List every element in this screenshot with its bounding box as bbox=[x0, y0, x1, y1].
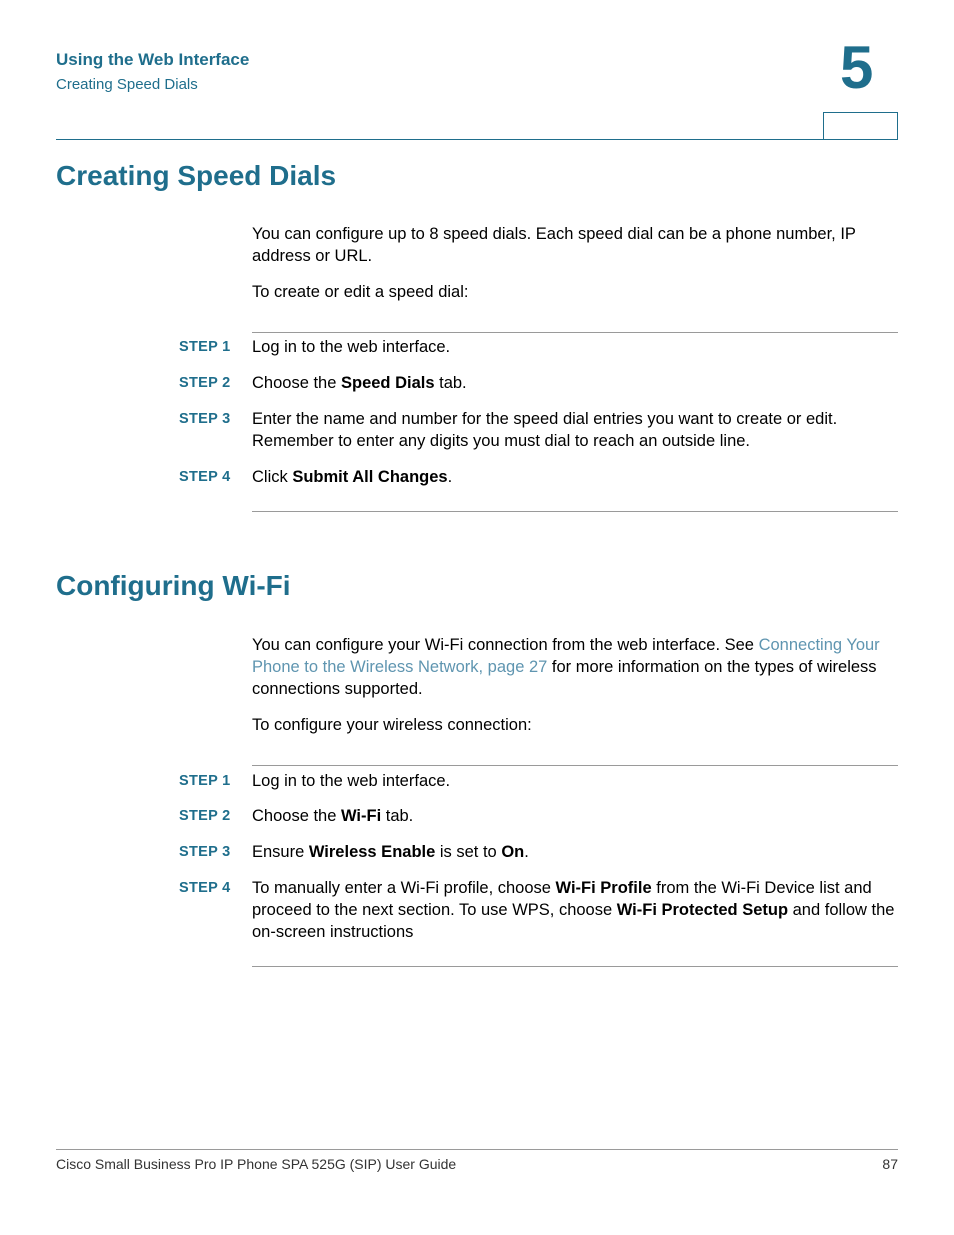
step-text: Ensure Wireless Enable is set to On. bbox=[252, 843, 529, 861]
chapter-title: Using the Web Interface bbox=[56, 50, 250, 69]
steps-top-divider bbox=[252, 332, 898, 333]
wifi-lead: To configure your wireless connection: bbox=[252, 716, 532, 734]
page-number: 87 bbox=[882, 1156, 898, 1172]
speed-dials-lead: To create or edit a speed dial: bbox=[252, 283, 469, 301]
step-text: Choose the Wi-Fi tab. bbox=[252, 807, 414, 825]
step-label: STEP 1 bbox=[179, 339, 231, 355]
section-breadcrumb: Creating Speed Dials bbox=[56, 76, 198, 93]
steps-bottom-divider bbox=[252, 966, 898, 967]
speed-dials-intro: You can configure up to 8 speed dials. Each speed dial can be a phone number, IP address or URL. bbox=[252, 225, 856, 265]
steps-top-divider bbox=[252, 765, 898, 766]
chapter-number-box bbox=[823, 112, 898, 139]
step-label: STEP 4 bbox=[179, 469, 231, 485]
step-text: Click Submit All Changes. bbox=[252, 468, 453, 486]
wifi-heading: Configuring Wi-Fi bbox=[56, 570, 291, 601]
step-label: STEP 2 bbox=[179, 375, 231, 391]
footer-divider bbox=[56, 1149, 898, 1150]
step-label: STEP 3 bbox=[179, 411, 231, 427]
chapter-number: 5 bbox=[840, 34, 874, 101]
wifi-intro: You can configure your Wi-Fi connection from the web interface. See Connecting Your Phone to the Wireless Network, page 27 for more information on the types of wireless connections supported. bbox=[252, 636, 880, 698]
footer-title: Cisco Small Business Pro IP Phone SPA 525G (SIP) User Guide bbox=[56, 1156, 457, 1172]
step-text: Log in to the web interface. bbox=[252, 772, 451, 790]
step-text: Enter the name and number for the speed dial entries you want to create or edit. Remember to enter any digits you must dial to reach an outside line. bbox=[252, 410, 838, 450]
step-text: Choose the Speed Dials tab. bbox=[252, 374, 467, 392]
step-label: STEP 3 bbox=[179, 844, 231, 860]
step-label: STEP 2 bbox=[179, 808, 231, 824]
steps-bottom-divider bbox=[252, 511, 898, 512]
step-label: STEP 4 bbox=[179, 880, 231, 896]
step-text: Log in to the web interface. bbox=[252, 338, 451, 356]
step-text: To manually enter a Wi-Fi profile, choose Wi-Fi Profile from the Wi-Fi Device list and proceed to the next section. To use WPS, choose Wi-Fi Protected Setup and follow the on-screen instructions bbox=[252, 879, 895, 941]
wireless-network-link[interactable]: Connecting Your Phone to the Wireless Network, page 27 bbox=[252, 636, 880, 676]
speed-dials-heading: Creating Speed Dials bbox=[56, 160, 337, 191]
step-label: STEP 1 bbox=[179, 773, 231, 789]
header-divider bbox=[56, 139, 898, 140]
